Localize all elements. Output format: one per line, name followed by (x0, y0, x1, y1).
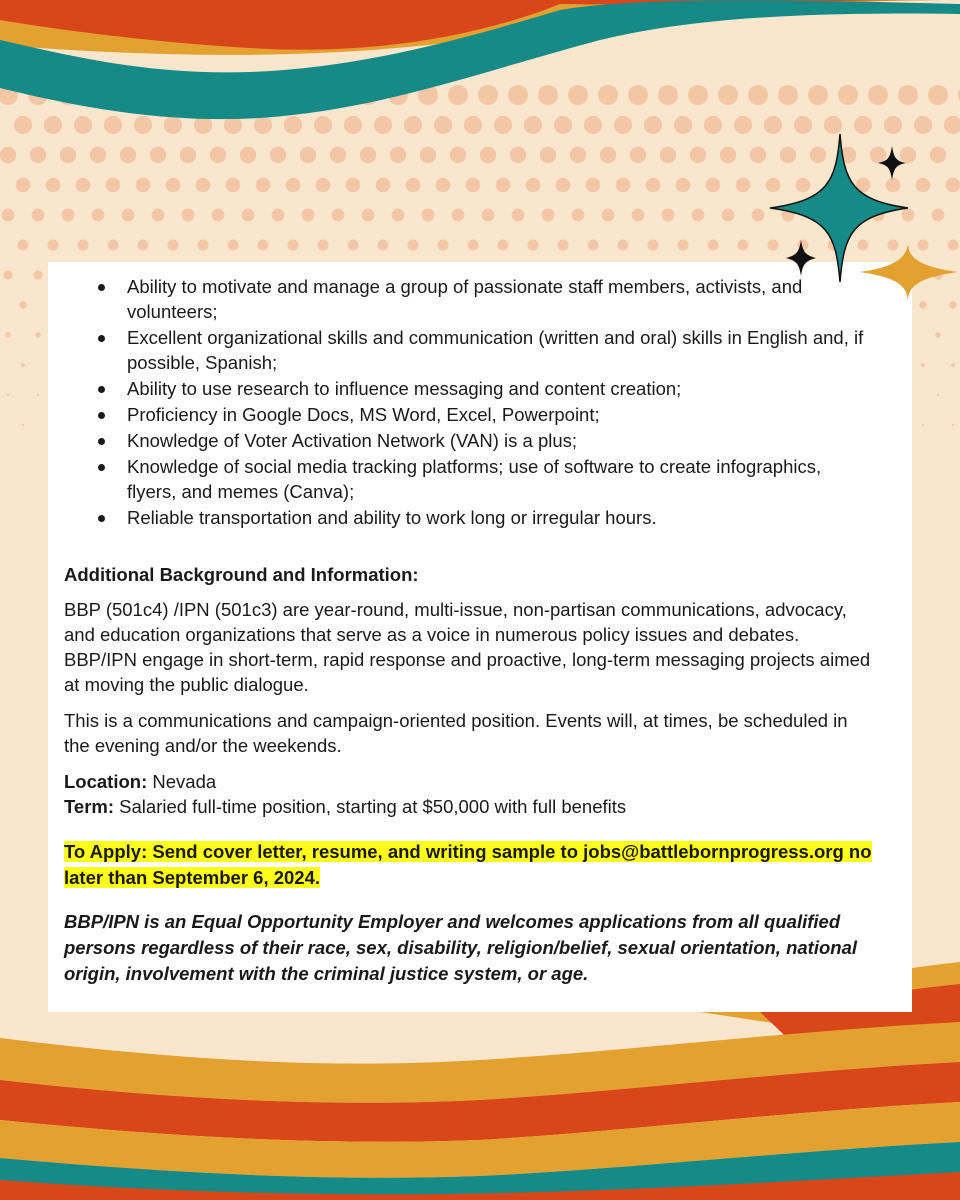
halftone-dot (120, 147, 136, 163)
list-item (64, 376, 872, 401)
halftone-dot (616, 178, 631, 193)
halftone-dot (808, 85, 828, 105)
apply-instructions (64, 839, 872, 891)
section-heading: Additional Background and Information: (64, 564, 419, 585)
halftone-dot (406, 178, 421, 193)
halftone-dot (166, 178, 181, 193)
halftone-dot (676, 178, 691, 193)
halftone-dot (348, 240, 359, 251)
halftone-dot (316, 178, 331, 193)
background-paragraph: BBP (501c4) /IPN (501c3) are year-round, multi-issue, non-partisan communications, advocacy, and education organizations that serve as a voice in numerous policy issues and debates. BBP/IPN engage in short-term, rapid response and proactive, long-term messaging projects aimed at moving the public dialogue. (64, 599, 871, 695)
halftone-dot (108, 240, 119, 251)
halftone-dot (708, 240, 719, 251)
list-item-text: Knowledge of social media tracking platforms; use of software to create infographics, flyers, and memes (Canva); (127, 456, 822, 502)
list-item (64, 325, 872, 375)
halftone-dot (468, 240, 479, 251)
halftone-dot (436, 178, 451, 193)
list-item-text: Ability to motivate and manage a group of passionate staff members, activists, and volunteers; (127, 276, 803, 322)
halftone-dot (74, 116, 92, 134)
halftone-dot (30, 147, 46, 163)
halftone-dot (210, 147, 226, 163)
halftone-dot (254, 116, 272, 134)
halftone-dot (378, 240, 389, 251)
halftone-dot (37, 394, 39, 396)
halftone-dot (466, 178, 481, 193)
list-item-text: Knowledge of Voter Activation Network (VAN) is a plus; (127, 430, 578, 451)
halftone-dot (44, 116, 62, 134)
halftone-dot (198, 240, 209, 251)
halftone-dot (722, 209, 735, 222)
halftone-dot (374, 116, 392, 134)
halftone-dot (556, 178, 571, 193)
halftone-dot (480, 147, 496, 163)
halftone-dot (706, 178, 721, 193)
halftone-dot (678, 240, 689, 251)
halftone-dot (570, 147, 586, 163)
halftone-dot (598, 85, 618, 105)
halftone-dot (76, 178, 91, 193)
halftone-dot (362, 209, 375, 222)
halftone-dot (524, 116, 542, 134)
halftone-dot (404, 116, 422, 134)
list-item-text: Ability to use research to influence messaging and content creation; (127, 378, 682, 399)
halftone-dot (951, 363, 955, 367)
halftone-dot (32, 209, 45, 222)
halftone-dot (180, 147, 196, 163)
halftone-dot (19, 301, 26, 308)
term-value: Salaried full-time position, starting at $50,000 with full benefits (114, 796, 627, 817)
eeo-statement: BBP/IPN is an Equal Opportunity Employer and welcomes applications from all qualified persons regardless of their race, sex, disability, religion/belief, sexual orientation, national origin, involvement with the criminal justice system, or age. (64, 911, 857, 984)
halftone-dot (92, 209, 105, 222)
halftone-dot (778, 85, 798, 105)
halftone-dot (242, 209, 255, 222)
halftone-dot (736, 178, 751, 193)
halftone-dot (390, 147, 406, 163)
halftone-dot (662, 209, 675, 222)
halftone-dot (928, 85, 948, 105)
halftone-dot (600, 147, 616, 163)
halftone-dot (122, 209, 135, 222)
halftone-dot (284, 116, 302, 134)
list-item (64, 454, 872, 504)
halftone-dot (240, 147, 256, 163)
halftone-dot (0, 147, 16, 163)
halftone-dot (376, 178, 391, 193)
bullet-dot (98, 412, 105, 419)
bullet-dot (98, 464, 105, 471)
halftone-dot (420, 147, 436, 163)
bullet-dot (98, 515, 105, 522)
halftone-dot (922, 424, 924, 426)
halftone-dot (937, 394, 939, 396)
halftone-dot (46, 178, 61, 193)
halftone-dot (464, 116, 482, 134)
halftone-dot (602, 209, 615, 222)
halftone-dot (344, 116, 362, 134)
location-line (64, 769, 872, 794)
apply-highlight: To Apply: Send cover letter, resume, and writing sample to jobs@battlebornprogress.org no later than September 6, 2024. (64, 841, 872, 888)
halftone-dot (498, 240, 509, 251)
halftone-dot (720, 147, 736, 163)
halftone-dot (138, 240, 149, 251)
halftone-dot (554, 116, 572, 134)
halftone-dot (90, 147, 106, 163)
halftone-dot (482, 209, 495, 222)
halftone-dot (196, 178, 211, 193)
halftone-dot (614, 116, 632, 134)
halftone-dot (392, 209, 405, 222)
halftone-dot (646, 178, 661, 193)
halftone-dot (692, 209, 705, 222)
halftone-dot (332, 209, 345, 222)
halftone-dot (572, 209, 585, 222)
halftone-dot (286, 178, 301, 193)
halftone-dot (508, 85, 528, 105)
halftone-dot (898, 85, 918, 105)
halftone-dot (496, 178, 511, 193)
halftone-dot (734, 116, 752, 134)
halftone-dot (674, 116, 692, 134)
list-item (64, 505, 872, 530)
halftone-dot (704, 116, 722, 134)
halftone-dot (330, 147, 346, 163)
halftone-dot (542, 209, 555, 222)
halftone-dot (921, 363, 925, 367)
location-value: Nevada (147, 771, 217, 792)
small-black-sparkle-icon (786, 240, 816, 276)
halftone-dot (134, 116, 152, 134)
list-item-text: Excellent organizational skills and communication (written and oral) skills in English and, if possible, Spanish; (127, 327, 864, 373)
halftone-dot (228, 240, 239, 251)
mustard-sparkle-icon (860, 244, 958, 300)
halftone-dot (494, 116, 512, 134)
halftone-dot (346, 178, 361, 193)
halftone-dot (450, 147, 466, 163)
halftone-dot (2, 209, 15, 222)
requirements-list (64, 274, 872, 530)
halftone-dot (658, 85, 678, 105)
halftone-dot (526, 178, 541, 193)
halftone-dot (150, 147, 166, 163)
halftone-dot (78, 240, 89, 251)
halftone-dot (22, 424, 24, 426)
halftone-dot (256, 178, 271, 193)
halftone-dot (270, 147, 286, 163)
halftone-dot (302, 209, 315, 222)
location-label: Location: (64, 771, 148, 792)
halftone-dot (62, 209, 75, 222)
halftone-dot (182, 209, 195, 222)
halftone-dot (226, 178, 241, 193)
bullet-dot (98, 335, 105, 342)
halftone-dot (838, 85, 858, 105)
halftone-dot (408, 240, 419, 251)
list-item (64, 402, 872, 427)
halftone-dot (33, 270, 42, 279)
halftone-dot (106, 178, 121, 193)
halftone-dot (586, 178, 601, 193)
halftone-dot (510, 147, 526, 163)
job-description-card (48, 262, 912, 1012)
halftone-dot (5, 332, 11, 338)
halftone-dot (448, 85, 468, 105)
halftone-dot (168, 240, 179, 251)
halftone-dot (434, 116, 452, 134)
halftone-dot (648, 240, 659, 251)
bullet-dot (98, 438, 105, 445)
halftone-dot (584, 116, 602, 134)
halftone-dot (438, 240, 449, 251)
halftone-dot (60, 147, 76, 163)
halftone-dot (212, 209, 225, 222)
halftone-dot (318, 240, 329, 251)
term-line (64, 794, 872, 819)
halftone-dot (288, 240, 299, 251)
halftone-dot (952, 424, 954, 426)
sparkle-decorations (760, 128, 960, 308)
halftone-dot (7, 394, 9, 396)
halftone-dot (632, 209, 645, 222)
halftone-dot (152, 209, 165, 222)
halftone-dot (660, 147, 676, 163)
halftone-dot (35, 332, 41, 338)
halftone-dot (3, 270, 12, 279)
list-item (64, 274, 872, 324)
halftone-dot (628, 85, 648, 105)
halftone-dot (314, 116, 332, 134)
halftone-dot (868, 85, 888, 105)
halftone-dot (18, 240, 29, 251)
halftone-dot (512, 209, 525, 222)
halftone-dot (258, 240, 269, 251)
halftone-dot (618, 240, 629, 251)
halftone-dot (478, 85, 498, 105)
halftone-dot (540, 147, 556, 163)
halftone-dot (738, 240, 749, 251)
term-label: Term: (64, 796, 115, 817)
halftone-dot (935, 332, 941, 338)
halftone-dot (104, 116, 122, 134)
halftone-dot (630, 147, 646, 163)
halftone-dot (690, 147, 706, 163)
halftone-dot (452, 209, 465, 222)
halftone-dot (644, 116, 662, 134)
halftone-dot (136, 178, 151, 193)
halftone-dot (528, 240, 539, 251)
halftone-dot (300, 147, 316, 163)
black-sparkle-icon (878, 146, 906, 180)
halftone-dot (718, 85, 738, 105)
halftone-dot (588, 240, 599, 251)
teal-sparkle-icon (770, 134, 908, 282)
halftone-dot (748, 85, 768, 105)
halftone-dot (272, 209, 285, 222)
list-item (64, 428, 872, 453)
halftone-dot (164, 116, 182, 134)
halftone-dot (48, 240, 59, 251)
bullet-dot (98, 386, 105, 393)
position-paragraph: This is a communications and campaign-oriented position. Events will, at times, be scheduled in the evening and/or the weekends. (64, 710, 848, 756)
halftone-dot (360, 147, 376, 163)
halftone-dot (538, 85, 558, 105)
halftone-dot (14, 116, 32, 134)
halftone-dot (688, 85, 708, 105)
halftone-dot (16, 178, 31, 193)
list-item-text: Reliable transportation and ability to work long or irregular hours. (127, 507, 657, 528)
halftone-dot (422, 209, 435, 222)
halftone-dot (568, 85, 588, 105)
list-item-text: Proficiency in Google Docs, MS Word, Excel, Powerpoint; (127, 404, 600, 425)
bullet-dot (98, 284, 105, 291)
halftone-dot (21, 363, 25, 367)
halftone-dot (558, 240, 569, 251)
